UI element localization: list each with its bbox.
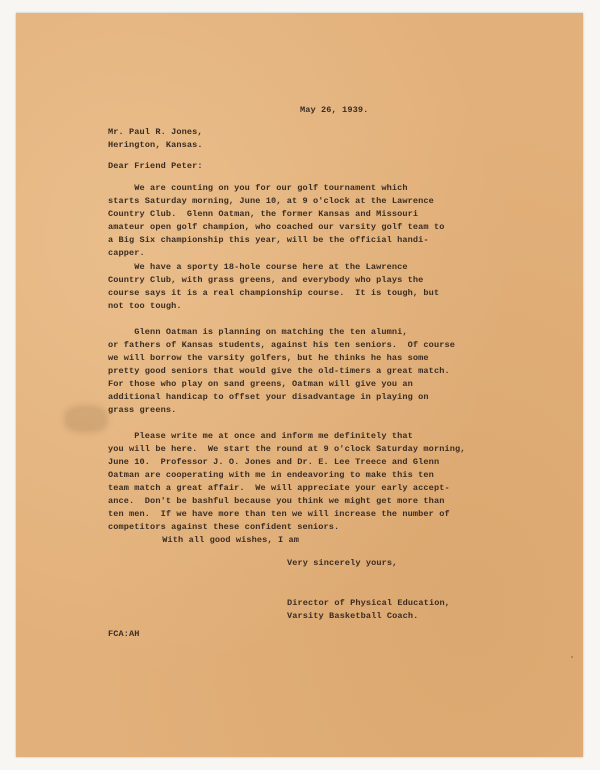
signature-title: Varsity Basketball Coach.: [287, 611, 419, 621]
text-line: ance. Don't be bashful because you think we might get more than: [108, 496, 445, 506]
text-line: you will be here. We start the round at 9 o'clock Saturday morning,: [108, 444, 466, 454]
paper-stain: [64, 405, 108, 433]
text-line: we will borrow the varsity golfers, but he thinks he has some: [108, 353, 429, 363]
text-line: a Big Six championship this year, will be the official handi-: [108, 235, 429, 245]
text-line: Please write me at once and inform me definitely that: [108, 431, 413, 441]
text-line: Oatman are cooperating with me in endeavoring to make this ten: [108, 470, 434, 480]
signature-title: Director of Physical Education,: [287, 598, 450, 608]
letter-date: May 26, 1939.: [300, 105, 369, 115]
text-line: We are counting on you for our golf tournament which: [108, 183, 408, 193]
text-line: June 10. Professor J. O. Jones and Dr. E. Lee Treece and Glenn: [108, 457, 440, 467]
text-line: Country Club, with grass greens, and everybody who plays the: [108, 275, 424, 285]
recipient-city: Herington, Kansas.: [108, 140, 203, 150]
text-line: starts Saturday morning, June 10, at 9 o'clock at the Lawrence: [108, 196, 434, 206]
reference-initials: FCA:AH: [108, 629, 140, 639]
text-line: grass greens.: [108, 405, 177, 415]
text-line: We have a sporty 18-hole course here at the Lawrence: [108, 262, 408, 272]
closing-wishes: With all good wishes, I am: [136, 535, 299, 545]
text-line: For those who play on sand greens, Oatman will give you an: [108, 379, 413, 389]
text-line: Country Club. Glenn Oatman, the former Kansas and Missouri: [108, 209, 419, 219]
text-line: course says it is a real championship course. It is tough, but: [108, 288, 440, 298]
complimentary-close: Very sincerely yours,: [287, 558, 398, 568]
text-line: ten men. If we have more than ten we will increase the number of: [108, 509, 450, 519]
text-line: competitors against these confident seniors.: [108, 522, 340, 532]
text-line: pretty good seniors that would give the old-timers a great match.: [108, 366, 450, 376]
salutation: Dear Friend Peter:: [108, 161, 203, 171]
recipient-name: Mr. Paul R. Jones,: [108, 127, 203, 137]
text-line: capper.: [108, 248, 145, 258]
text-line: not too tough.: [108, 301, 182, 311]
text-line: or fathers of Kansas students, against his ten seniors. Of course: [108, 340, 455, 350]
paper-speck: [571, 656, 573, 658]
text-line: team match a great affair. We will appreciate your early accept-: [108, 483, 450, 493]
text-line: amateur open golf champion, who coached our varsity golf team to: [108, 222, 445, 232]
text-line: additional handicap to offset your disadvantage in playing on: [108, 392, 429, 402]
text-line: Glenn Oatman is planning on matching the ten alumni,: [108, 327, 408, 337]
